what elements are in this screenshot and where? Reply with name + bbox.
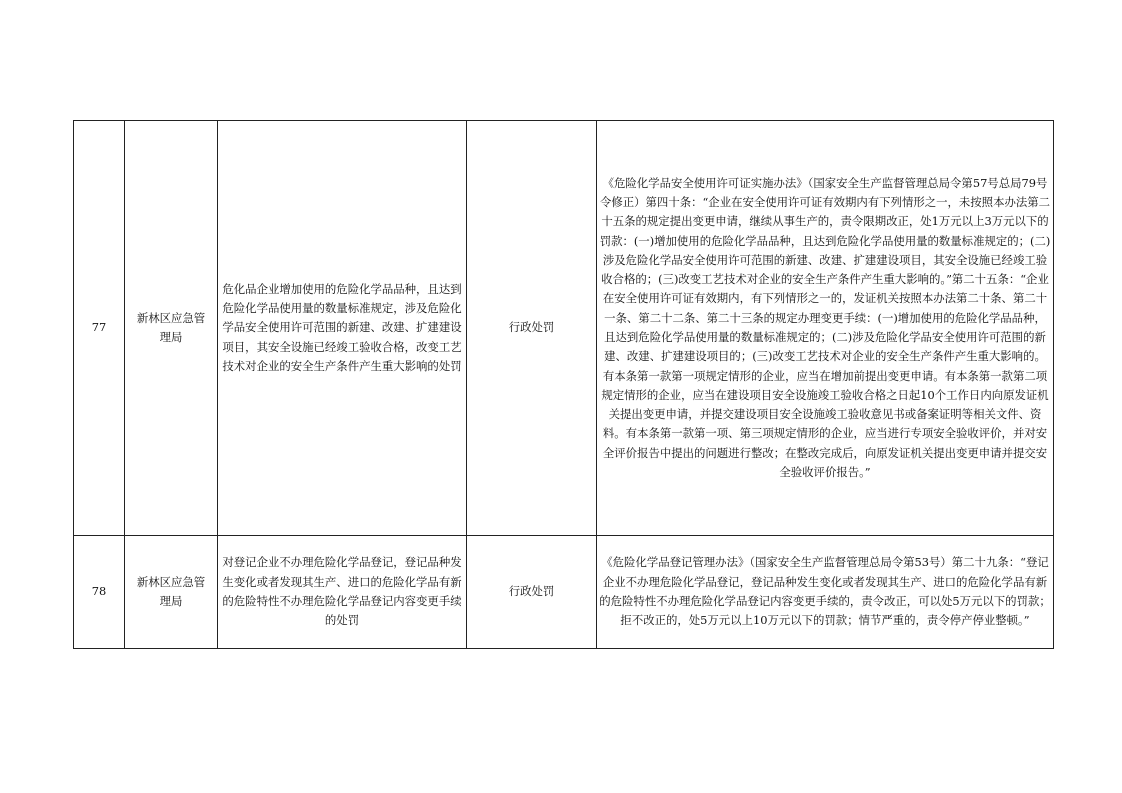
row-number-cell — [74, 536, 125, 649]
department-name: 新林区应急管理局 — [136, 310, 206, 344]
department-cell — [125, 121, 218, 536]
type-cell — [467, 121, 597, 536]
legal-basis: 《危险化学品安全使用许可证实施办法》（国家安全生产监督管理总局令第57号总局79号令修正）第四十条：“企业在安全使用许可证有效期内有下列情形之一，未按照本办法第二十五条的规定提出变更申请，继续从事生产的，责令限期改正，处1万元以上3万元以下的罚款：(一)增加使用的危险化学品品种，且达到危险化学品使用量的数量标准规定的；(二)涉及危险化学品安全使用许可范围的新建、改建、扩建建设项目，其安全设施已经竣工验收合格的；(三)改变工艺技术对企业的安全生产条件产生重大影响的。”第二十五条：“企业在安全使用许可证有效期内，有下列情形之一的，发证机关按照本办法第二十条、第二十一条、第二十二条、第二十三条的规定办理变更手续：(一)增加使用的危险化学品品种，且达到危险化学品使用量的数量标准规定的；(二)涉及危险化学品安全使用许可范围的新建、改建、扩建建设项目的；(三)改变工艺技术对企业的安全生产条件产生重大影响的。有本条第一款第一项规定情形的企业，应当在增加前提出变更申请。有本条第一款第二项规定情形的企业，应当在建设项目安全设施竣工验收合格之日起10个工作日内向原发证机关提出变更申请，并提交建设项目安全设施竣工验收意见书或备案证明等相关文件、资料。有本条第一款第一项、第三项规定情形的企业，应当进行专项安全验收评价，并对安全评价报告中提出的问题进行整改；在整改完成后，向原发证机关提出变更申请并提交安全验收评价报告。” — [599, 175, 1051, 480]
department-name: 新林区应急管理局 — [136, 574, 206, 608]
legal-basis: 《危险化学品登记管理办法》（国家安全生产监督管理总局令第53号）第二十九条：“登记企业不办理危险化学品登记，登记品种发生变化或者发现其生产、进口的危险化学品有新的危险特性不办理危险化学品登记内容变更手续的，责令改正，可以处5万元以下的罚款；拒不改正的，处5万元以上10万元以下的罚款；情节严重的，责令停产停业整顿。” — [599, 555, 1051, 628]
item-cell — [218, 121, 467, 536]
department-cell — [125, 536, 218, 649]
penalty-type: 行政处罚 — [508, 584, 555, 599]
penalty-table — [73, 120, 1054, 649]
table-row — [74, 536, 1054, 649]
table-row — [74, 121, 1054, 536]
item-description: 危化品企业增加使用的危险化学品品种，且达到危险化学品使用量的数量标准规定，涉及危险化学品安全使用许可范围的新建、改建、扩建建设项目，其安全设施已经竣工验收合格，改变工艺技术对企业的安全生产条件产生重大影响的处罚 — [222, 281, 462, 373]
item-cell — [218, 536, 467, 649]
item-description: 对登记企业不办理危险化学品登记，登记品种发生变化或者发现其生产、进口的危险化学品有新的危险特性不办理危险化学品登记内容变更手续的处罚 — [222, 555, 462, 628]
row-number: 77 — [91, 320, 107, 335]
basis-cell — [597, 536, 1054, 649]
row-number: 78 — [91, 584, 107, 599]
penalty-type: 行政处罚 — [508, 320, 555, 335]
row-number-cell — [74, 121, 125, 536]
type-cell — [467, 536, 597, 649]
basis-cell — [597, 121, 1054, 536]
